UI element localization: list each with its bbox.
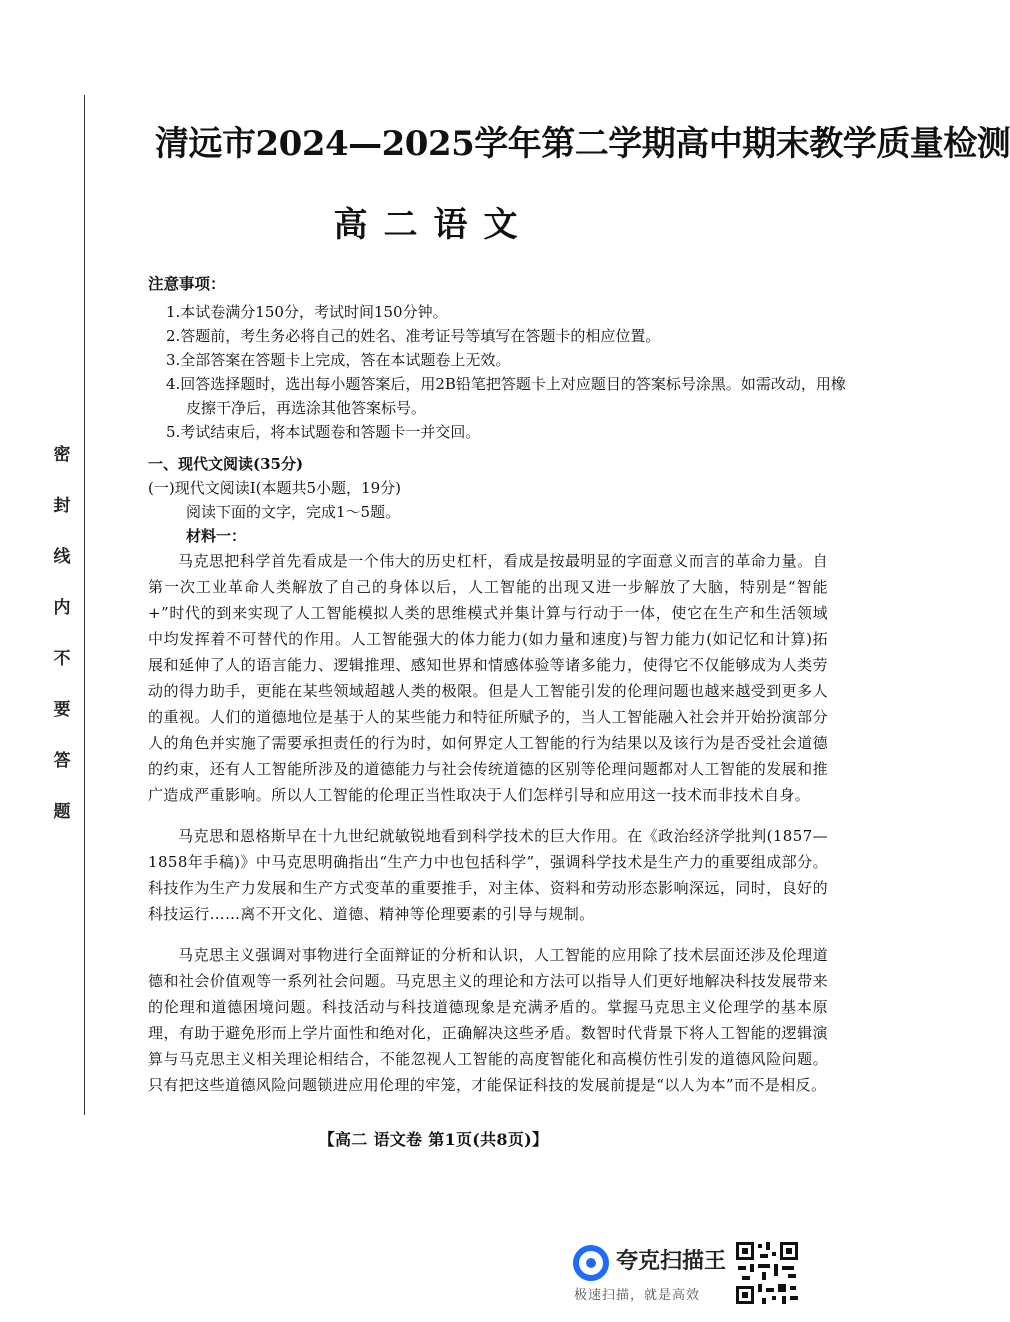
reading-section xyxy=(148,452,828,1113)
subject-title: 高二语文 xyxy=(333,205,534,245)
seal-char: 题 xyxy=(53,802,71,822)
notice-item: 3.全部答案在答题卡上完成，答在本试题卷上无效。 xyxy=(166,351,511,369)
scanner-slogan: 极速扫描，就是高效 xyxy=(574,1288,701,1303)
paragraph: 马克思主义强调对事物进行全面辩证的分析和认识，人工智能的应用除了技术层面还涉及伦理道德和社会价值观等一系列社会问题。马克思主义的理论和方法可以指导人们更好地解决科技发展带来的伦理和道德困境问题。科技活动与科技道德现象是充满矛盾的。掌握马克思主义伦理学的基本原理，有助于避免形而上学片面性和绝对化，正确解决这些矛盾。数智时代背景下将人工智能的逻辑演算与马克思主义相关理论相结合，不能忽视人工智能的高度智能化和高模仿性引发的道德风险问题。只有把这些道德风险问题锁进应用伦理的牢笼，才能保证科技的发展前提是“以人为本”而不是相反。 xyxy=(148,946,828,1094)
seal-char: 封 xyxy=(53,496,71,516)
qr-code xyxy=(734,1240,800,1306)
seal-char: 不 xyxy=(53,649,71,669)
seal-char: 线 xyxy=(53,547,71,567)
material-label: 材料一： xyxy=(186,527,247,545)
notice-item: 2.答题前，考生务必将自己的姓名、准考证号等填写在答题卡的相应位置。 xyxy=(166,327,661,345)
seal-line-text xyxy=(50,440,74,822)
page-footer: 【高二 语文卷 第1页(共8页)】 xyxy=(318,1130,549,1149)
notice-item: 1.本试卷满分150分，考试时间150分钟。 xyxy=(166,303,448,321)
seal-char: 要 xyxy=(53,700,71,720)
scanner-name: 夸克扫描王 xyxy=(616,1249,727,1274)
paragraph: 马克思把科学首先看成是一个伟大的历史杠杆，看成是按最明显的字面意义而言的革命力量。自第一次工业革命人类解放了自己的身体以后，人工智能的出现又进一步解放了大脑，特别是“智能+”时代的到来实现了人工智能模拟人类的思维模式并集计算与行动于一体，使它在生产和生活领域中均发挥着不可替代的作用。人工智能强大的体力能力(如力量和速度)与智力能力(如记忆和计算)拓展和延伸了人的语言能力、逻辑推理、感知世界和情感体验等诸多能力，使得它不仅能够成为人类劳动的得力助手，更能在某些领域超越人类的极限。但是人工智能引发的伦理问题也越来越受到更多人的重视。人们的道德地位是基于人的某些能力和特征所赋予的，当人工智能融入社会并开始扮演部分人的角色并实施了需要承担责任的行为时，如何界定人工智能的行为结果以及该行为是否受社会道德的约束，还有人工智能所涉及的道德能力与社会传统道德的区别等伦理问题都对人工智能的发展和推广造成严重影响。所以人工智能的伦理正当性取决于人们怎样引导和应用这一技术而非技术自身。 xyxy=(148,552,828,804)
scanner-watermark xyxy=(572,1236,732,1306)
seal-char: 答 xyxy=(53,751,71,771)
notice-item: 5.考试结束后，将本试题卷和答题卡一并交回。 xyxy=(166,423,481,441)
notice-block xyxy=(148,272,848,444)
binding-line xyxy=(84,95,85,1115)
section-subtitle: (一)现代文阅读Ⅰ(本题共5小题，19分) xyxy=(148,479,401,497)
notice-item: 4.回答选择题时，选出每小题答案后，用2B铅笔把答题卡上对应题目的答案标号涂黑。如需改动，用橡皮擦干净后，再选涂其他答案标号。 xyxy=(166,375,846,417)
paragraph: 马克思和恩格斯早在十九世纪就敏锐地看到科学技术的巨大作用。在《政治经济学批判(1857—1858年手稿)》中马克思明确指出“生产力中也包括科学”，强调科学技术是生产力的重要组成部分。科技作为生产力发展和生产方式变革的重要推手，对主体、资料和劳动形态影响深远，同时，良好的科技运行……离不开文化、道德、精神等伦理要素的引导与规制。 xyxy=(148,827,828,923)
exam-title: 清远市2024—2025学年第二学期高中期末教学质量检测 xyxy=(155,124,1010,164)
notice-title: 注意事项： xyxy=(148,274,226,293)
scanner-logo-icon xyxy=(572,1244,610,1282)
seal-char: 内 xyxy=(53,598,71,618)
seal-char: 密 xyxy=(53,445,71,465)
section-title: 一、现代文阅读(35分) xyxy=(148,455,304,473)
reading-instruction: 阅读下面的文字，完成1～5题。 xyxy=(186,503,401,521)
